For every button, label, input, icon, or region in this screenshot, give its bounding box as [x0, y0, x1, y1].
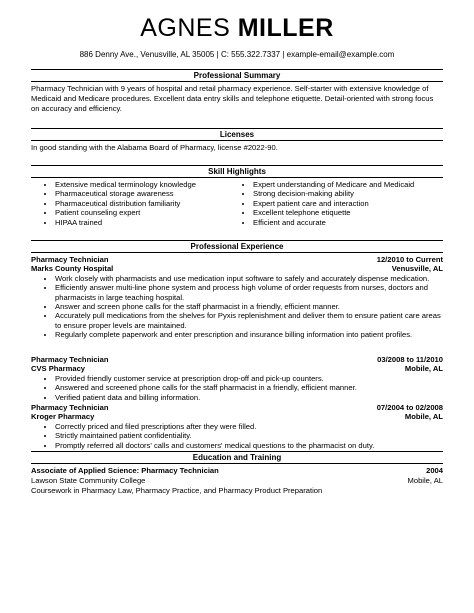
job-bullet: • Provided friendly customer service at prescription drop-off and pick-up counters. [55, 374, 443, 383]
job-dates: 03/2008 to 11/2010 [377, 355, 443, 364]
licenses-text: In good standing with the Alabama Board of Pharmacy, license #2022-90. [31, 143, 278, 152]
phone: C: 555.322.7337 [220, 50, 281, 59]
job-title-row [31, 255, 443, 264]
job-bullet: • Work closely with pharmacists and use medication input software to safely and accurately dispense medication. [55, 274, 443, 283]
school: Lawson State Community College [31, 476, 146, 485]
skill-item: • Excellent telephone etiquette [253, 208, 443, 217]
job-bullet: • Strictly maintained patient confidentiality. [55, 431, 443, 440]
job-entry [31, 255, 443, 340]
skill-item: • Efficient and accurate [253, 218, 443, 227]
skills-heading: Skill Highlights [31, 165, 443, 178]
job-employer: CVS Pharmacy [31, 364, 86, 374]
separator: | [216, 50, 219, 59]
job-bullets [31, 274, 443, 340]
job-employer: Marks County Hospital [31, 264, 114, 274]
job-location: Mobile, AL [404, 412, 443, 422]
separator: | [282, 50, 285, 59]
job-title: Pharmacy Technician [31, 403, 109, 412]
licenses-heading: Licenses [31, 128, 443, 141]
job-dates: 07/2004 to 02/2008 [376, 403, 443, 412]
job-employer-row [31, 412, 443, 421]
skill-item: • Extensive medical terminology knowledge [55, 180, 237, 189]
education-entry [31, 466, 443, 496]
job-bullet: • Answered and screened phone calls for the staff pharmacist in a friendly, efficient manner. [55, 383, 443, 392]
summary-text: Pharmacy Technician with 9 years of hospital and retail pharmacy experience. Self-starter with extensive knowledge of Medicaid and Medicare procedures. Excellent data entry skills and telephone etiquette. Detail-oriented with strong focus on accuracy and efficiency. [31, 84, 434, 113]
job-title: Pharmacy Technician [31, 255, 109, 264]
job-entry [31, 355, 443, 402]
job-title: Pharmacy Technician [31, 355, 109, 364]
school-row [31, 476, 443, 486]
job-employer-row [31, 364, 443, 373]
coursework: Coursework in Pharmacy Law, Pharmacy Practice, and Pharmacy Product Preparation [31, 486, 323, 495]
job-location: Venusville, AL [391, 264, 443, 274]
job-bullet: • Promptly referred all doctors' calls and customers' medical questions to the pharmacist on duty. [55, 441, 443, 450]
school-location: Mobile, AL [407, 476, 443, 485]
job-employer-row [31, 264, 443, 273]
job-bullets [31, 422, 443, 450]
degree-year: 2004 [426, 466, 443, 475]
job-entry [31, 403, 443, 450]
skill-item: • Expert patient care and interaction [253, 199, 443, 208]
candidate-name [0, 14, 474, 42]
skills-left-column [31, 180, 237, 227]
degree: Associate of Applied Science: Pharmacy Technician [31, 466, 219, 475]
job-bullets [31, 374, 443, 402]
experience-heading: Professional Experience [31, 240, 443, 253]
summary-heading: Professional Summary [31, 69, 443, 82]
job-bullet: • Answer and screen phone calls for the staff pharmacist in a friendly, efficient manner. [55, 302, 443, 311]
job-location: Mobile, AL [404, 364, 443, 374]
job-bullet: • Accurately pull medications from the shelves for Pyxis replenishment and deliver them to ensure patient care areas to ensure proper levels are maintained. [55, 311, 443, 330]
last-name: MILLER [237, 14, 334, 42]
job-dates: 12/2010 to Current [376, 255, 443, 264]
contact-line [0, 50, 474, 60]
job-bullet: • Correctly priced and filed prescriptions after they were filled. [55, 422, 443, 431]
skills-list [31, 180, 443, 227]
address: 886 Denny Ave., Venusville, AL 35005 [79, 50, 215, 59]
skills-right-column [237, 180, 443, 227]
skill-item: • Pharmaceutical storage awareness [55, 189, 237, 198]
skill-item: • Strong decision-making ability [253, 189, 443, 198]
email: example-email@example.com [286, 50, 395, 59]
degree-row [31, 466, 443, 476]
skill-item: • Patient counseling expert [55, 208, 237, 217]
first-name: AGNES [140, 14, 231, 42]
skill-item: • HIPAA trained [55, 218, 237, 227]
skill-item: • Expert understanding of Medicare and Medicaid [253, 180, 443, 189]
job-title-row [31, 403, 443, 412]
education-heading: Education and Training [31, 451, 443, 464]
skill-item: • Pharmaceutical distribution familiarity [55, 199, 237, 208]
job-bullet: • Efficiently answer multi-line phone system and process high volume of order requests from nurses, doctors and pharmacists in large teaching hospital. [55, 283, 443, 302]
job-bullet: • Verified patient data and billing information. [55, 393, 443, 402]
job-employer: Kroger Pharmacy [31, 412, 95, 422]
job-bullet: • Regularly complete paperwork and enter prescription and insurance billing information into patient profiles. [55, 330, 443, 339]
job-title-row [31, 355, 443, 364]
